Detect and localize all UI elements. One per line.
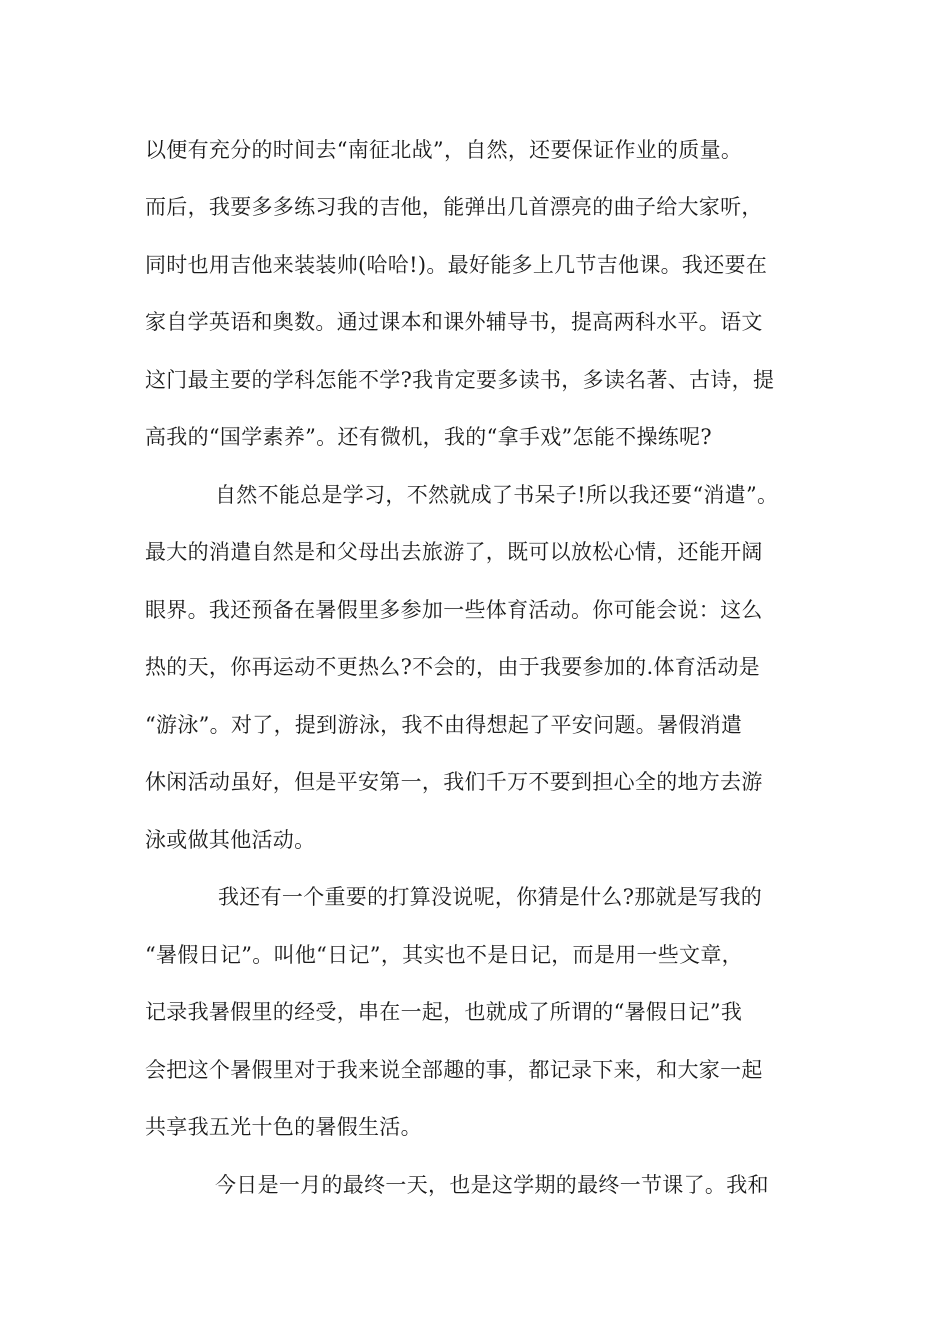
text-line: 家自学英语和奥数。通过课本和课外辅导书，提高两科水平。语文 xyxy=(145,310,763,334)
paragraph-start-line: 今日是一月的最终一天，也是这学期的最终一节课了。我和 xyxy=(215,1173,769,1197)
text-line: 高我的“国学素养”。还有微机，我的“拿手戏”怎能不操练呢? xyxy=(145,425,712,449)
text-line: 以便有充分的时间去“南征北战”，自然，还要保证作业的质量。 xyxy=(145,138,743,162)
text-line: 休闲活动虽好，但是平安第一，我们千万不要到担心全的地方去游 xyxy=(145,770,763,794)
text-line: 而后，我要多多练习我的吉他，能弹出几首漂亮的曲子给大家听， xyxy=(145,195,763,219)
text-line: 同时也用吉他来装装帅(哈哈!)。最好能多上几节吉他课。我还要在 xyxy=(145,253,768,277)
text-line: 这门最主要的学科怎能不学?我肯定要多读书，多读名著、古诗，提 xyxy=(145,368,775,392)
text-line: 热的天，你再运动不更热么?不会的，由于我要参加的.体育活动是 xyxy=(145,655,760,679)
paragraph-start-line: 自然不能总是学习，不然就成了书呆子!所以我还要“消遣”。 xyxy=(215,483,779,507)
text-line: 眼界。我还预备在暑假里多参加一些体育活动。你可能会说：这么 xyxy=(145,598,763,622)
text-line: 会把这个暑假里对于我来说全部趣的事，都记录下来，和大家一起 xyxy=(145,1058,763,1082)
text-line: “暑假日记”。叫他“日记”，其实也不是日记，而是用一些文章， xyxy=(145,943,743,967)
text-line: 记录我暑假里的经受，串在一起，也就成了所谓的“暑假日记”我 xyxy=(145,1000,743,1024)
text-line: “游泳”。对了，提到游泳，我不由得想起了平安问题。暑假消遣 xyxy=(145,713,743,737)
text-line: 最大的消遣自然是和父母出去旅游了，既可以放松心情，还能开阔 xyxy=(145,540,763,564)
text-line: 泳或做其他活动。 xyxy=(145,828,316,852)
paragraph-start-line: 我还有一个重要的打算没说呢，你猜是什么?那就是写我的 xyxy=(218,885,763,909)
text-line: 共享我五光十色的暑假生活。 xyxy=(145,1115,422,1139)
